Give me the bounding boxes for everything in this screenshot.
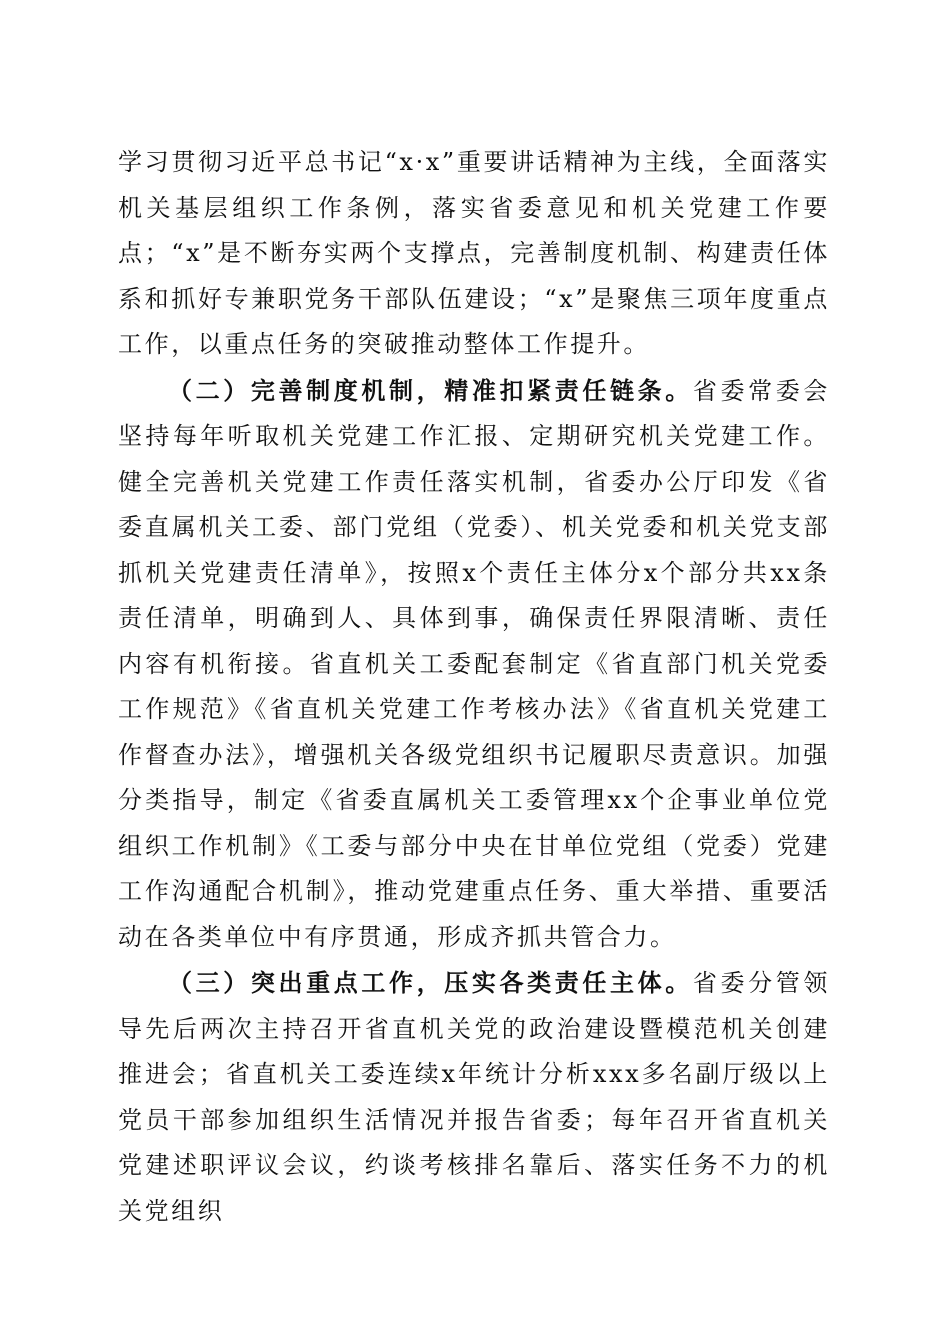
paragraph-section-3 [118,960,830,1234]
paragraph-section-2 [118,368,830,961]
paragraph-continuation [118,140,830,368]
section-heading: （二）完善制度机制，精准扣紧责任链条。 [168,375,693,405]
section-heading: （三）突出重点工作，压实各类责任主体。 [168,968,693,997]
paragraph-text: 学习贯彻习近平总书记“x·x”重要讲话精神为主线，全面落实机关基层组织工作条例，落实省委意见和机关党建工作要点；“x”是不断夯实两个支撑点，完善制度机制、构建责任体系和抓好专兼职党务干部队伍建设；“x”是聚焦三项年度重点工作，以重点任务的突破推动整体工作提升。 [118,148,830,358]
document-page [118,140,830,1234]
paragraph-text: 省委常委会坚持每年听取机关党建工作汇报、定期研究机关党建工作。健全完善机关党建工作责任落实机制，省委办公厅印发《省委直属机关工委、部门党组（党委）、机关党委和机关党支部抓机关党建责任清单》，按照x个责任主体分x个部分共xx条责任清单，明确到人、具体到事，确保责任界限清晰、责任内容有机衔接。省直机关工委配套制定《省直部门机关党委工作规范》《省直机关党建工作考核办法》《省直机关党建工作督查办法》，增强机关各级党组织书记履职尽责意识。加强分类指导，制定《省委直属机关工委管理xx个企事业单位党组织工作机制》《工委与部分中央在甘单位党组（党委）党建工作沟通配合机制》，推动党建重点任务、重大举措、重要活动在各类单位中有序贯通，形成齐抓共管合力。 [118,376,830,951]
paragraph-text: 省委分管领导先后两次主持召开省直机关党的政治建设暨模范机关创建推进会；省直机关工委连续x年统计分析xxx多名副厅级以上党员干部参加组织生活情况并报告省委；每年召开省直机关党建述职评议会议，约谈考核排名靠后、落实任务不力的机关党组织 [118,969,830,1225]
